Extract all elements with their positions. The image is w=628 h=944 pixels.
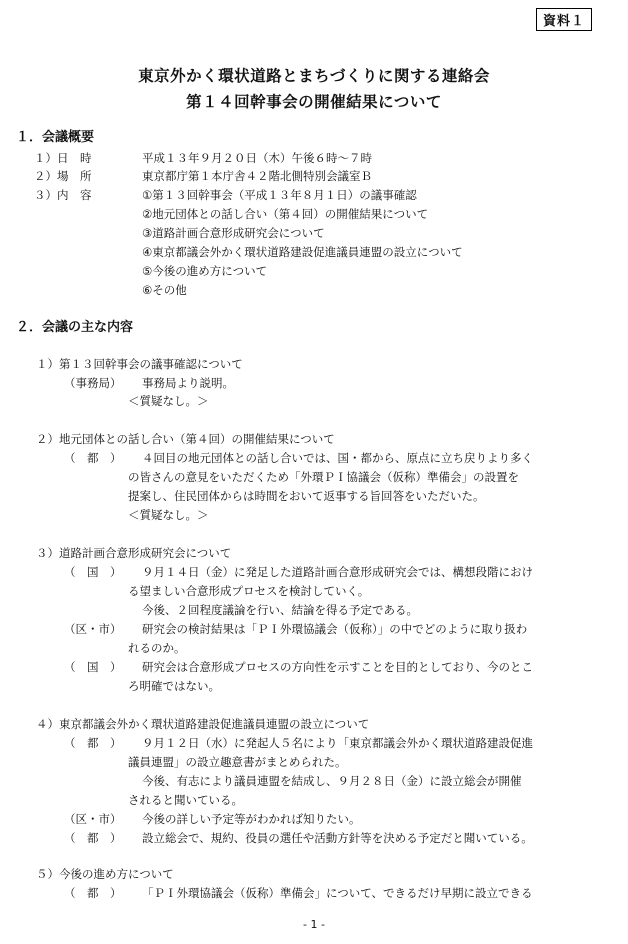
speaker: （事務局） xyxy=(64,376,122,390)
statement-line: ９月１２日（水）に発起人５名により「東京都議会外かく環状道路建設促進 xyxy=(142,736,533,750)
agenda-item: ②地元団体との話し合い（第４回）の開催結果について xyxy=(142,207,429,221)
statement-line: 「ＰＩ外環協議会（仮称）準備会」について、できるだけ早期に設立できる xyxy=(142,886,533,900)
statement-line: ろ明確ではない。 xyxy=(128,679,220,693)
sub4-title: ４）東京都議会外かく環状道路建設促進議員連盟の設立について xyxy=(36,717,370,731)
document-label-badge: 資料１ xyxy=(536,8,592,31)
statement-line: 議員連盟」の設立趣意書がまとめられた。 xyxy=(128,755,347,769)
statement-line: 研究会の検討結果は「ＰＩ外環協議会（仮称）」の中でどのように取り扱わ xyxy=(142,622,528,636)
statement-line: 提案し、住民団体からは時間をおいて返事する旨回答をいただいた。 xyxy=(128,489,485,503)
statement-line: 設立総会で、規約、役員の選任や活動方針等を決める予定だと聞いている。 xyxy=(142,831,533,845)
qa-note: ＜質疑なし。＞ xyxy=(128,394,209,408)
agenda-item: ④東京都議会外かく環状道路建設促進議員連盟の設立について xyxy=(142,245,463,259)
document-title: 東京外かく環状道路とまちづくりに関する連絡会 xyxy=(138,67,490,85)
document-subtitle: 第１４回幹事会の開催結果について xyxy=(186,93,442,111)
statement-line: されると聞いている。 xyxy=(128,793,243,807)
sub3-title: ３）道路計画合意形成研究会について xyxy=(36,546,232,560)
speaker: （ 国 ） xyxy=(64,565,122,579)
section1-heading: １．会議概要 xyxy=(16,130,95,145)
speaker: （ 国 ） xyxy=(64,660,122,674)
statement-line: の皆さんの意見をいただくため「外環ＰＩ協議会（仮称）準備会」の設置を xyxy=(128,470,519,484)
speaker: （ 都 ） xyxy=(64,886,122,900)
speaker: （ 都 ） xyxy=(64,831,122,845)
speaker: （区・市） xyxy=(64,812,122,826)
section2-heading: ２．会議の主な内容 xyxy=(16,320,134,335)
statement-line: ９月１４日（金）に発足した道路計画合意形成研究会では、構想段階におけ xyxy=(142,565,533,579)
speaker: （ 都 ） xyxy=(64,451,122,465)
statement-line: 今後、２回程度議論を行い、結論を得る予定である。 xyxy=(142,603,418,617)
date-label: １）日 時 xyxy=(34,151,92,165)
agenda-item: ⑥その他 xyxy=(142,283,187,297)
sub5-title: ５）今後の進め方について xyxy=(36,867,174,881)
statement-line: 事務局より説明。 xyxy=(142,376,234,390)
qa-note: ＜質疑なし。＞ xyxy=(128,508,209,522)
speaker: （ 都 ） xyxy=(64,736,122,750)
place-label: ２）場 所 xyxy=(34,169,92,183)
date-value: 平成１３年９月２０日（木）午後６時～７時 xyxy=(142,151,372,165)
statement-line: 今後の詳しい予定等がわかれば知りたい。 xyxy=(142,812,361,826)
statement-line: る望ましい合意形成プロセスを検討していく。 xyxy=(128,584,370,598)
sub1-title: １）第１３回幹事会の議事確認について xyxy=(36,357,243,371)
statement-line: 今後、有志により議員連盟を結成し、９月２８日（金）に設立総会が開催 xyxy=(142,774,522,788)
agenda-item: ③道路計画合意形成研究会について xyxy=(142,226,325,240)
sub2-title: ２）地元団体との話し合い（第４回）の開催結果について xyxy=(36,432,335,446)
page-number: - 1 - xyxy=(303,918,325,931)
place-value: 東京都庁第１本庁舎４２階北側特別会議室Ｂ xyxy=(142,169,372,183)
speaker: （区・市） xyxy=(64,622,122,636)
content-label: ３）内 容 xyxy=(34,188,92,202)
statement-line: ４回目の地元団体との話し合いでは、国・都から、原点に立ち戻りより多く xyxy=(142,451,533,465)
agenda-item: ⑤今後の進め方について xyxy=(142,264,268,278)
agenda-item: ①第１３回幹事会（平成１３年８月１日）の議事確認 xyxy=(142,188,417,202)
statement-line: れるのか。 xyxy=(128,641,186,655)
statement-line: 研究会は合意形成プロセスの方向性を示すことを目的としており、今のとこ xyxy=(142,660,533,674)
